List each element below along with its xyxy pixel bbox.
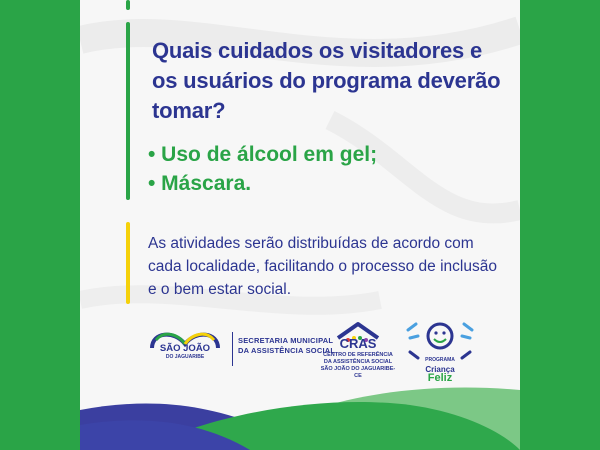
feliz-crianca: Criança [425,365,455,374]
secretaria-line1: SECRETARIA MUNICIPAL [238,336,334,345]
cras-line1: CENTRO DE REFERÊNCIA [323,352,393,358]
cras-title: CRAS [339,336,377,351]
crianca-feliz-text [402,356,478,383]
accent-bar-yellow [126,222,130,304]
cras-line3: SÃO JOÃO DO JAGUARIBE-CE [320,366,396,379]
accent-bar-green [126,22,130,200]
feliz-programa: PROGRAMA [425,357,455,363]
body-paragraph: As atividades serão distribuídas de acordo com cada localidade, facilitando o processo de inclusão e o bem estar social. [148,235,497,298]
logo-strip [144,318,484,388]
question-heading: Quais cuidados os visitadores e os usuários do programa deverão tomar? [152,38,501,123]
poster-card [80,0,520,450]
logo-divider [232,332,233,366]
secretaria-line2: DA ASSISTÊNCIA SOCIAL [238,346,336,355]
cras-subtitle [320,352,396,380]
bullet-list [148,140,488,198]
sao-joao-logo-text [148,344,222,361]
bullet-item: • Uso de álcool em gel; [148,143,378,166]
sao-joao-name: SÃO JOÃO [159,343,211,354]
cras-line2: DA ASSISTÊNCIA SOCIAL [323,359,393,365]
sao-joao-sub: DO JAGUARIBE [165,354,205,360]
accent-bar-green-top [126,0,130,10]
bullet-item: • Máscara. [148,172,252,195]
feliz-feliz: Feliz [427,372,453,384]
